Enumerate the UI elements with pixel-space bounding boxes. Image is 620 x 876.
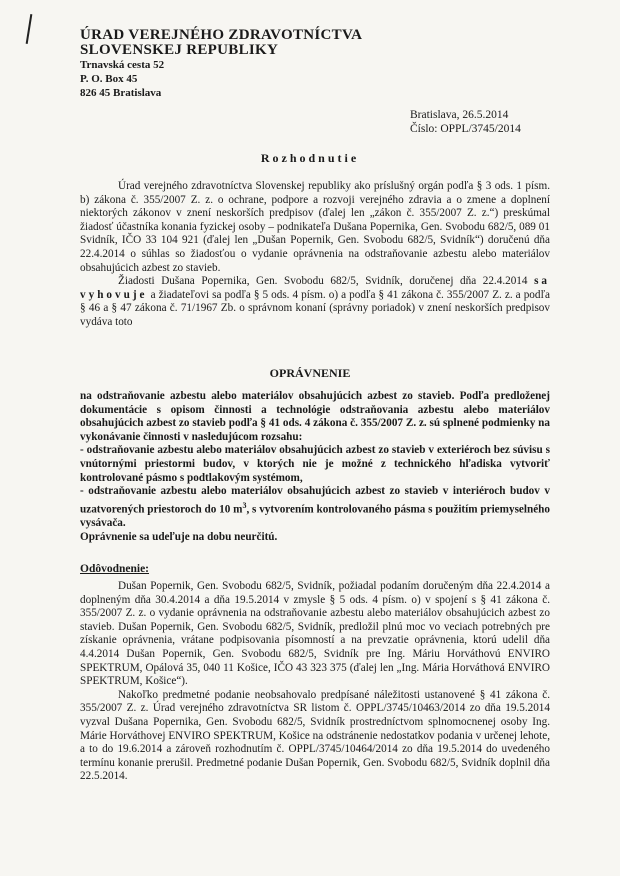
grant-post: a žiadateľovi sa podľa § 5 ods. 4 písm. o) a podľa § 41 zákona č. 355/2007 Z. z. a podľa § 46 a § 47 zákona č. 71/1967 Zb. o správnom konaní (správny poriadok) v znení neskorších predpisov vydáva toto <box>80 288 550 328</box>
grant-paragraph <box>80 275 550 329</box>
authorization-validity: Oprávnenie sa udeľuje na dobu neurčitú. <box>80 530 278 543</box>
item2-text-b: , s vytvorením kontrolovaného pásma s použitím priemyselného vysávača. <box>80 503 550 530</box>
letterhead-pobox: P. O. Box 45 <box>80 73 138 85</box>
place-date-block <box>410 108 521 136</box>
grant-pre: Žiadosti Dušana Popernika, Gen. Svobodu 682/5, Svidník, doručenej dňa 22.4.2014 <box>118 275 528 288</box>
letterhead-city: 826 45 Bratislava <box>80 87 162 99</box>
intro-section <box>80 180 550 330</box>
letterhead-line2: SLOVENSKEJ REPUBLIKY <box>80 42 279 58</box>
justification-section <box>80 580 550 784</box>
intro-paragraph: Úrad verejného zdravotníctva Slovenskej republiky ako príslušný orgán podľa § 3 ods. 1 písm. b) zákona č. 355/2007 Z. z. o ochrane, podpore a rozvoji verejného zdravia a o zmene a doplnení niektorých zákonov v znení neskorších predpisov (ďalej len „zákon č. 355/2007 Z. z.“) preskúmal žiadosť účastníka konania fyzickej osoby – podnikateľa Dušana Popernika, Gen. Svobodu 682/5, 089 01 Svidník, IČO 33 104 921 (ďalej len „Dušan Popernik, Gen. Svobodu 682/5, Svidník“) doručenú dňa 22.4.2014 o súhlas so žiadosťou o vydanie oprávnenia na odstraňovanie azbestu alebo materiálov obsahujúcich azbest zo stavieb. <box>80 180 550 274</box>
pen-mark <box>26 14 33 44</box>
letterhead-street: Trnavská cesta 52 <box>80 59 165 71</box>
authorization-main: na odstraňovanie azbestu alebo materiálov obsahujúcich azbest zo stavieb. Podľa predloženej dokumentácie s opisom činnosti a technológie odstraňovania azbestu alebo materiálov obsahujúcich azbest zo stavieb podľa § 41 ods. 4 zákona č. 355/2007 Z. z. sú splnené podmienky na vykonávanie činnosti v nasledujúcom rozsahu: <box>80 390 550 443</box>
authorization-title: OPRÁVNENIE <box>269 366 351 380</box>
authorization-item-2 <box>80 485 550 531</box>
item2-superscript: 3 <box>242 500 247 510</box>
authorization-item-1: - odstraňovanie azbestu alebo materiálov obsahujúcich azbest zo stavieb v exteriéroch bez súvisu s vnútornými priestormi budov, v ktorých nie je možné z technického hľadiska vytvoriť kontrolované pásmo s podtlakovým systémom, <box>80 444 550 484</box>
grant-word: sa vyhovuje <box>80 275 551 301</box>
letterhead <box>80 28 440 100</box>
justification-paragraph-2: Nakoľko predmetné podanie neobsahovalo predpísané náležitosti ustanovené § 41 zákona č. 355/2007 Z. z. Úrad verejného zdravotníctva SR listom č. OPPL/3745/10463/2014 zo dňa 19.5.2014 vyzval Dušana Popernika, Gen. Svobodu 682/5, Svidník prostredníctvom splnomocnenej osoby Ing. Márie Horváthovej ENVIRO SPEKTRUM, Košice na odstránenie nedostatkov podania v určenej lehote, a to do 19.6.2014 a zároveň rozhodnutím č. OPPL/3745/10464/2014 zo dňa 19.5.2014 do uvedeného termínu konanie prerušil. Predmetné podanie Dušan Popernik, Gen. Svobodu 682/5, Svidník doplnil dňa 22.5.2014. <box>80 688 550 783</box>
item2-text-a: - odstraňovanie azbestu alebo materiálov obsahujúcich azbest zo stavieb v interiéroch budov v uzatvorených priestoroch do 10 m <box>80 485 550 516</box>
authorization-section <box>80 390 550 544</box>
justification-paragraph-1: Dušan Popernik, Gen. Svobodu 682/5, Svidník, požiadal podaním doručeným dňa 22.4.2014 a doplneným dňa 30.4.2014 a dňa 19.5.2014 v zmysle § 5 ods. 4 písm. o) v spojení s § 41 zákona č. 355/2007 Z. z. o vydanie oprávnenia na odstraňovanie azbestu alebo materiálov obsahujúcich azbest zo stavieb. Dušan Popernik, Gen. Svobodu 682/5, Svidník, predložil plnú moc vo veciach potrebných pre získanie oprávnenia, vrátane podpisovania písomností a na prevzatie oprávnenia, ktorú udelil dňa 4.4.2014 Dušan Popernik, Gen. Svobodu 682/5, Svidník pre Ing. Máriu Horváthovú ENVIRO SPEKTRUM, Opálová 35, 040 11 Košice, IČO 43 323 375 (ďalej len „Ing. Mária Horváthová ENVIRO SPEKTRUM, Košice“). <box>80 580 550 688</box>
document-number: Číslo: OPPL/3745/2014 <box>410 123 521 135</box>
justification-heading: Odôvodnenie: <box>80 563 150 575</box>
letterhead-line1: ÚRAD VEREJNÉHO ZDRAVOTNÍCTVA <box>80 27 363 43</box>
place-date: Bratislava, 26.5.2014 <box>410 109 509 121</box>
decision-title: Rozhodnutie <box>260 151 360 165</box>
